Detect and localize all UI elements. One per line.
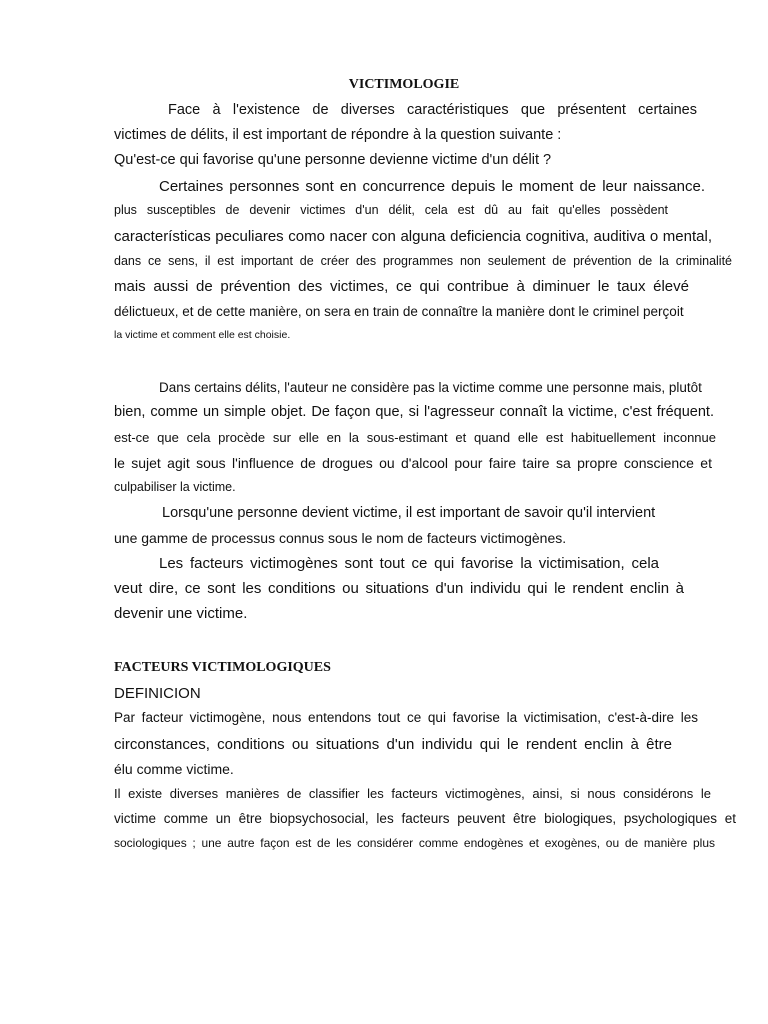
paragraph-line: victimes de délits, il est important de répondre à la question suivante : [114,127,562,143]
paragraph-line: mais aussi de prévention des victimes, ce qui contribue à diminuer le taux élevé [114,278,689,295]
document-title: VICTIMOLOGIE [348,77,460,92]
paragraph-line: élu comme victime. [114,761,234,777]
paragraph-line: est-ce que cela procède sur elle en la sous-estimant et quand elle est habituellement inconnue [114,430,716,445]
paragraph-line: Les facteurs victimogènes sont tout ce qui favorise la victimisation, cela [159,555,659,572]
paragraph-line: le sujet agit sous l'influence de drogues ou d'alcool pour faire taire sa propre conscience et [114,455,712,471]
paragraph-line: Par facteur victimogène, nous entendons tout ce qui favorise la victimisation, c'est-à-dire les [114,710,698,725]
paragraph-line: veut dire, ce sont les conditions ou situations d'un individu qui le rendent enclin à [114,580,684,597]
paragraph-line: bien, comme un simple objet. De façon que, si l'agresseur connaît la victime, c'est fréquent. [114,404,714,420]
paragraph-line: une gamme de processus connus sous le nom de facteurs victimogènes. [114,530,567,546]
paragraph-line: Certaines personnes sont en concurrence depuis le moment de leur naissance. [159,178,705,195]
paragraph-line: délictueux, et de cette manière, on sera en train de connaître la manière dont le criminel perçoit [114,304,684,319]
paragraph-line: Lorsqu'une personne devient victime, il est important de savoir qu'il intervient [162,505,656,521]
paragraph-line: devenir une victime. [114,605,248,622]
paragraph-line: la victime et comment elle est choisie. [114,329,291,341]
paragraph-line: Face à l'existence de diverses caractéristiques que présentent certaines [168,102,697,118]
paragraph-line: características peculiares como nacer con alguna deficiencia cognitiva, auditiva o mental, [114,228,712,245]
paragraph-line: circonstances, conditions ou situations d'un individu qui le rendent enclin à être [114,736,672,753]
paragraph-line: culpabiliser la victime. [114,480,236,494]
paragraph-line: plus susceptibles de devenir victimes d'un délit, cela est dû au fait qu'elles possèdent [114,203,668,217]
paragraph-line: sociologiques ; une autre façon est de les considérer comme endogènes et exogènes, ou de manière plus [114,836,715,850]
paragraph-line: Il existe diverses manières de classifier les facteurs victimogènes, ainsi, si nous considérons le [114,786,711,801]
paragraph-line: victime comme un être biopsychosocial, les facteurs peuvent être biologiques, psychologiques et [114,811,736,826]
paragraph-line: Qu'est-ce qui favorise qu'une personne devienne victime d'un délit ? [114,152,552,168]
subheading: DEFINICION [114,685,201,702]
paragraph-line: Dans certains délits, l'auteur ne considère pas la victime comme une personne mais, plutôt [159,380,702,395]
paragraph-line: dans ce sens, il est important de créer des programmes non seulement de prévention de la criminalité [114,254,732,268]
section-heading: FACTEURS VICTIMOLOGIQUES [114,660,331,675]
